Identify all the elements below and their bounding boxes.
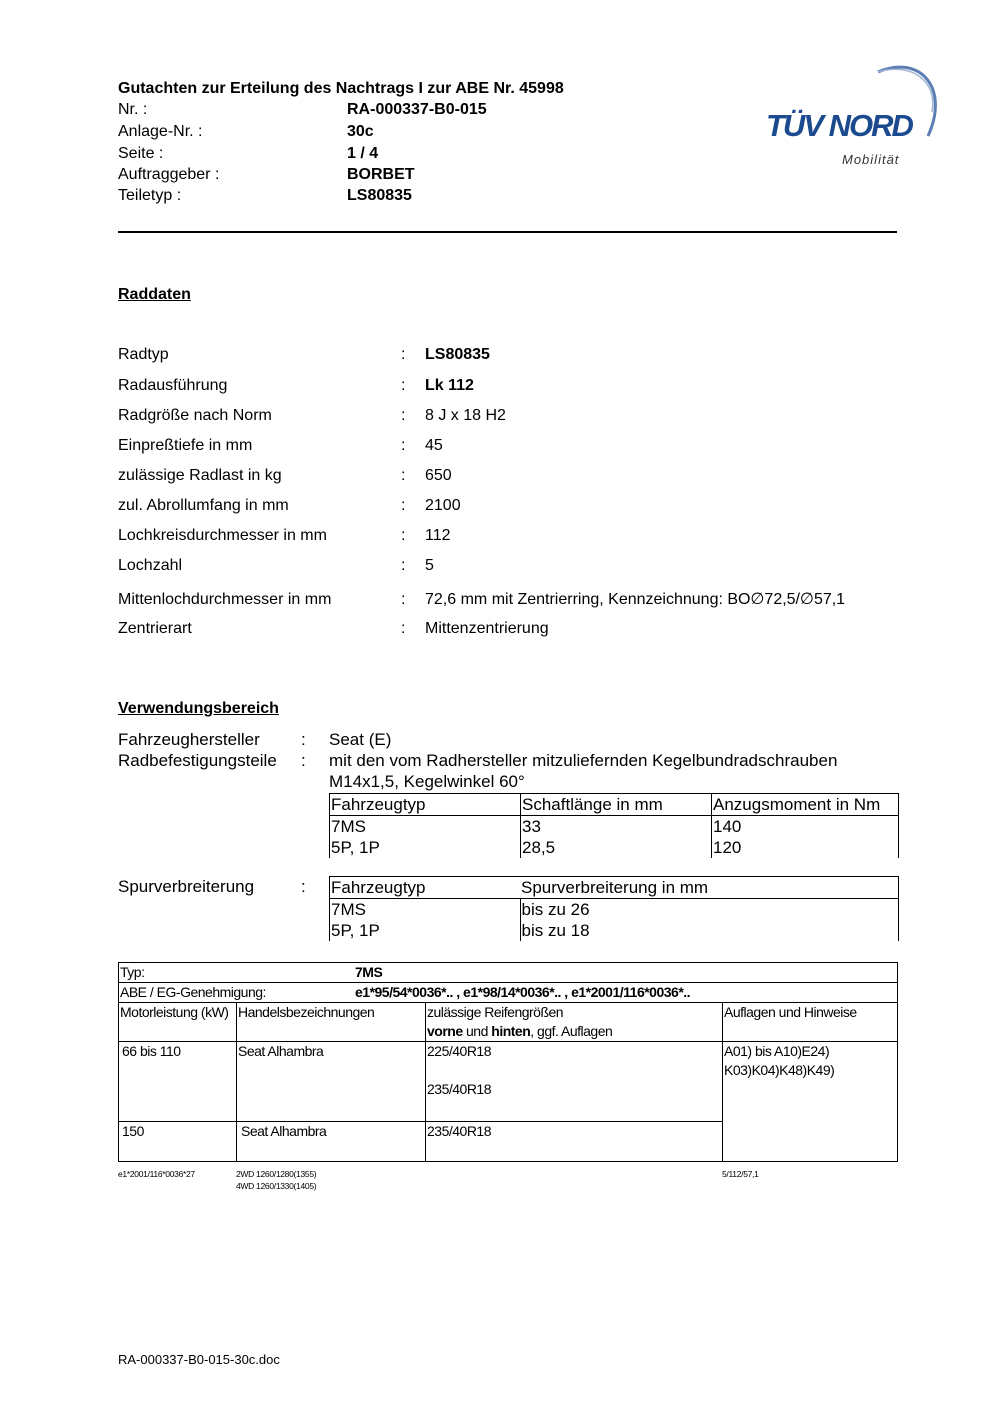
spur-header-row [330, 877, 899, 899]
table-cell: 5P, 1P [330, 920, 521, 941]
table-row [330, 920, 899, 941]
raddaten-row [118, 377, 474, 395]
header-value: LS80835 [347, 187, 412, 204]
table-cell: bis zu 18 [520, 920, 899, 941]
raddaten-value: 112 [425, 527, 451, 544]
reifen-header-rest: , ggf. Auflagen [530, 1023, 613, 1039]
raddaten-label: Zentrierart [118, 620, 192, 637]
raddaten-row [118, 467, 452, 485]
document-title: Gutachten zur Erteilung des Nachtrags I zur ABE Nr. 45998 [118, 80, 564, 97]
header-row-seite [118, 145, 378, 163]
typ-table [118, 962, 898, 1162]
table-cell: 7MS [330, 816, 521, 838]
raddaten-row [118, 346, 490, 364]
header-value: RA-000337-B0-015 [347, 101, 487, 118]
abe-value: e1*95/54*0036*.. , e1*98/14*0036*.. , e1*2001/116*0036*.. [355, 984, 691, 1000]
abe-cell [119, 983, 898, 1003]
table-cell: 140 [712, 816, 899, 838]
table-row [330, 899, 899, 921]
table-header-cell: Fahrzeugtyp [330, 877, 521, 899]
reifen-header-und: und [462, 1023, 492, 1039]
befestigung-value-line1: mit den vom Radhersteller mitzuliefernden Kegelbundradschrauben [329, 751, 838, 770]
header-row-nr [118, 101, 487, 119]
logo-subtitle: Mobilität [842, 152, 900, 167]
header-label: Teiletyp : [118, 187, 182, 204]
raddaten-separator: : [401, 557, 406, 574]
hersteller-value: Seat (E) [329, 730, 392, 749]
hersteller-separator: : [301, 730, 306, 749]
table-header-cell: Spurverbreiterung in mm [520, 877, 899, 899]
raddaten-label: Radausführung [118, 377, 228, 394]
footer-filename: RA-000337-B0-015-30c.doc [118, 1352, 280, 1367]
auflagen-cell [723, 1042, 898, 1162]
raddaten-separator: : [401, 497, 406, 514]
raddaten-value: 650 [425, 467, 452, 484]
table-cell: 28,5 [521, 837, 712, 858]
table-cell: 5P, 1P [330, 837, 521, 858]
raddaten-value: 5 [425, 557, 434, 574]
table-row [330, 837, 899, 858]
raddaten-row [118, 620, 549, 638]
table-cell: Seat Alhambra [237, 1042, 426, 1122]
tuv-nord-logo: TÜV NORD [766, 108, 912, 143]
raddaten-value: LS80835 [425, 346, 490, 363]
raddaten-label: Einpreßtiefe in mm [118, 437, 253, 454]
header-label: Nr. : [118, 101, 148, 118]
raddaten-label: Radgröße nach Norm [118, 407, 272, 424]
raddaten-separator: : [401, 377, 406, 394]
typ-cell [119, 963, 898, 983]
raddaten-separator: : [401, 591, 406, 608]
raddaten-row [118, 527, 451, 545]
raddaten-value: 72,6 mm mit Zentrierring, Kennzeichnung: BO∅72,5/∅57,1 [425, 591, 846, 608]
auflagen-line2: K03)K04)K48)K49) [724, 1062, 835, 1078]
footnote-lochkreis: 5/112/57,1 [722, 1169, 759, 1179]
raddaten-value: 8 J x 18 H2 [425, 407, 506, 424]
schrauben-table [329, 793, 899, 858]
header-value: 1 / 4 [347, 145, 379, 162]
table-row [119, 1042, 898, 1122]
raddaten-separator: : [401, 346, 406, 363]
raddaten-row [118, 497, 461, 515]
raddaten-separator: : [401, 437, 406, 454]
footnote-genehmigung: e1*2001/116*0036*27 [118, 1169, 195, 1179]
section-heading-raddaten: Raddaten [118, 286, 191, 303]
typ-value: 7MS [355, 964, 383, 980]
header-label: Anlage-Nr. : [118, 123, 203, 140]
raddaten-label: Lochkreisdurchmesser in mm [118, 527, 327, 544]
raddaten-label: zulässige Radlast in kg [118, 467, 282, 484]
raddaten-label: zul. Abrollumfang in mm [118, 497, 289, 514]
raddaten-label: Lochzahl [118, 557, 183, 574]
abe-row [119, 983, 898, 1003]
typ-label: Typ: [120, 964, 145, 980]
raddaten-row [118, 589, 845, 609]
table-cell: 7MS [330, 899, 521, 921]
header-value: 30c [347, 123, 374, 140]
reifen-header-hinten: hinten [491, 1023, 531, 1039]
hersteller-label: Fahrzeughersteller [118, 730, 260, 749]
footnote-2wd: 2WD 1260/1280(1355) [236, 1169, 317, 1179]
raddaten-value: Lk 112 [425, 377, 474, 394]
table-cell: 150 [119, 1122, 237, 1162]
table-header-cell: Schaftlänge in mm [521, 794, 712, 816]
raddaten-label: Radtyp [118, 346, 169, 363]
raddaten-label: Mittenlochdurchmesser in mm [118, 591, 332, 608]
spur-table [329, 876, 899, 941]
reifen-value: 225/40R18 [427, 1043, 492, 1059]
raddaten-value: 2100 [425, 497, 461, 514]
befestigung-value-line2: M14x1,5, Kegelwinkel 60° [329, 772, 525, 791]
reifen-header-vorne: vorne [427, 1023, 463, 1039]
section-heading-verwendungsbereich: Verwendungsbereich [118, 700, 279, 717]
header-divider [118, 231, 897, 233]
table-header-cell: Motorleistung (kW) [119, 1003, 237, 1042]
raddaten-row [118, 557, 434, 575]
header-row-auftraggeber [118, 166, 415, 184]
befestigung-separator: : [301, 751, 306, 770]
table-row [330, 816, 899, 838]
header-value: BORBET [347, 166, 415, 183]
reifen-value: 235/40R18 [427, 1081, 492, 1097]
typ-row [119, 963, 898, 983]
reifen-header-line1: zulässige Reifengrößen [427, 1004, 564, 1020]
header-label: Seite : [118, 145, 164, 162]
schrauben-header-row [330, 794, 899, 816]
footnote-4wd: 4WD 1260/1330(1405) [236, 1181, 317, 1191]
auflagen-line1: A01) bis A10)E24) [724, 1043, 830, 1059]
table-header-cell: Auflagen und Hinweise [723, 1003, 898, 1042]
table-cell [426, 1042, 723, 1122]
abe-label: ABE / EG-Genehmigung: [120, 984, 266, 1000]
raddaten-value: 45 [425, 437, 443, 454]
table-cell: 120 [712, 837, 899, 858]
header-row-teiletyp [118, 187, 412, 205]
table-cell: bis zu 26 [520, 899, 899, 921]
raddaten-separator: : [401, 467, 406, 484]
header-label: Auftraggeber : [118, 166, 220, 183]
typ-header-row [119, 1003, 898, 1042]
table-header-cell: Handelsbezeichnungen [237, 1003, 426, 1042]
table-cell: 66 bis 110 [119, 1042, 237, 1122]
raddaten-separator: : [401, 407, 406, 424]
spur-label: Spurverbreiterung [118, 877, 255, 896]
table-header-cell: Anzugsmoment in Nm [712, 794, 899, 816]
table-cell: Seat Alhambra [237, 1122, 426, 1162]
table-header-cell: Fahrzeugtyp [330, 794, 521, 816]
befestigung-label: Radbefestigungsteile [118, 751, 277, 770]
raddaten-row [118, 407, 506, 425]
spur-separator: : [301, 877, 306, 896]
raddaten-row [118, 437, 443, 455]
raddaten-separator: : [401, 527, 406, 544]
table-cell: 33 [521, 816, 712, 838]
table-header-cell [426, 1003, 723, 1042]
raddaten-separator: : [401, 620, 406, 637]
header-row-anlage [118, 123, 374, 141]
table-cell: 235/40R18 [426, 1122, 723, 1162]
raddaten-value: Mittenzentrierung [425, 620, 549, 637]
